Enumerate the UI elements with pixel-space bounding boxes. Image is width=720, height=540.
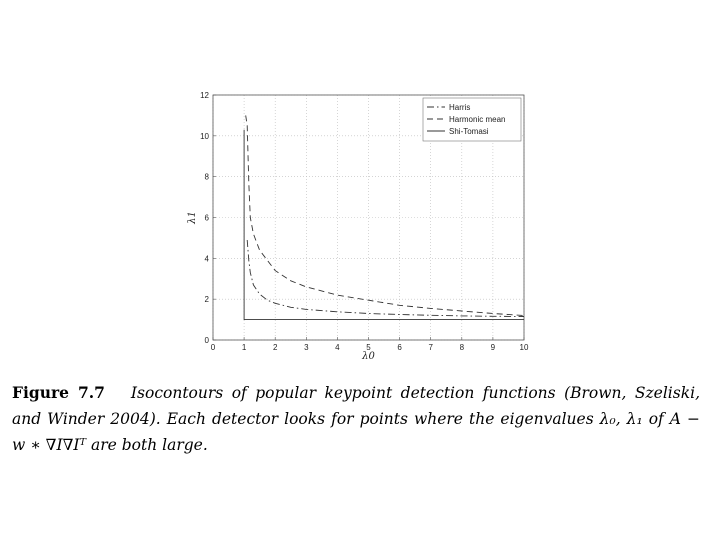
- legend-entry-0: Harris: [449, 103, 471, 112]
- x-axis-label: λ0: [362, 351, 375, 362]
- y-tick-label: 10: [200, 131, 209, 141]
- y-tick-label: 0: [204, 336, 209, 345]
- x-tick-label: 6: [397, 343, 402, 352]
- x-tick-label: 10: [519, 343, 529, 352]
- x-tick-label: 2: [272, 343, 278, 352]
- y-tick-label: 4: [204, 254, 209, 264]
- x-tick-label: 8: [459, 343, 465, 352]
- x-tick-label: 0: [210, 343, 216, 352]
- legend-entry-2: Shi-Tomasi: [449, 127, 489, 136]
- y-axis-label: λ1: [187, 211, 198, 224]
- figure-caption-text: Isocontours of popular keypoint detection functions (Brown, Szeliski, and Winder 2004). Each detector looks for points where the eigenvalues λ₀, λ₁ of A − w ∗ ∇I∇Iᵀ are both large.: [12, 384, 700, 454]
- x-tick-label: 9: [490, 343, 496, 352]
- x-tick-label: 3: [304, 343, 309, 352]
- x-tick-label: 1: [241, 343, 247, 352]
- figure-caption: [12, 380, 700, 458]
- y-tick-label: 12: [200, 91, 209, 100]
- series-line-1: [246, 115, 524, 315]
- y-tick-label: 6: [204, 213, 209, 223]
- series-line-0: [247, 240, 524, 317]
- y-tick-label: 2: [204, 295, 209, 305]
- y-tick-label: 8: [204, 172, 209, 182]
- x-tick-label: 5: [366, 343, 371, 352]
- series-line-2: [244, 130, 524, 320]
- x-tick-label: 4: [335, 343, 340, 352]
- x-tick-label: 7: [428, 343, 433, 352]
- figure-label: Figure 7.7: [12, 383, 105, 402]
- legend-entry-1: Harmonic mean: [449, 115, 506, 124]
